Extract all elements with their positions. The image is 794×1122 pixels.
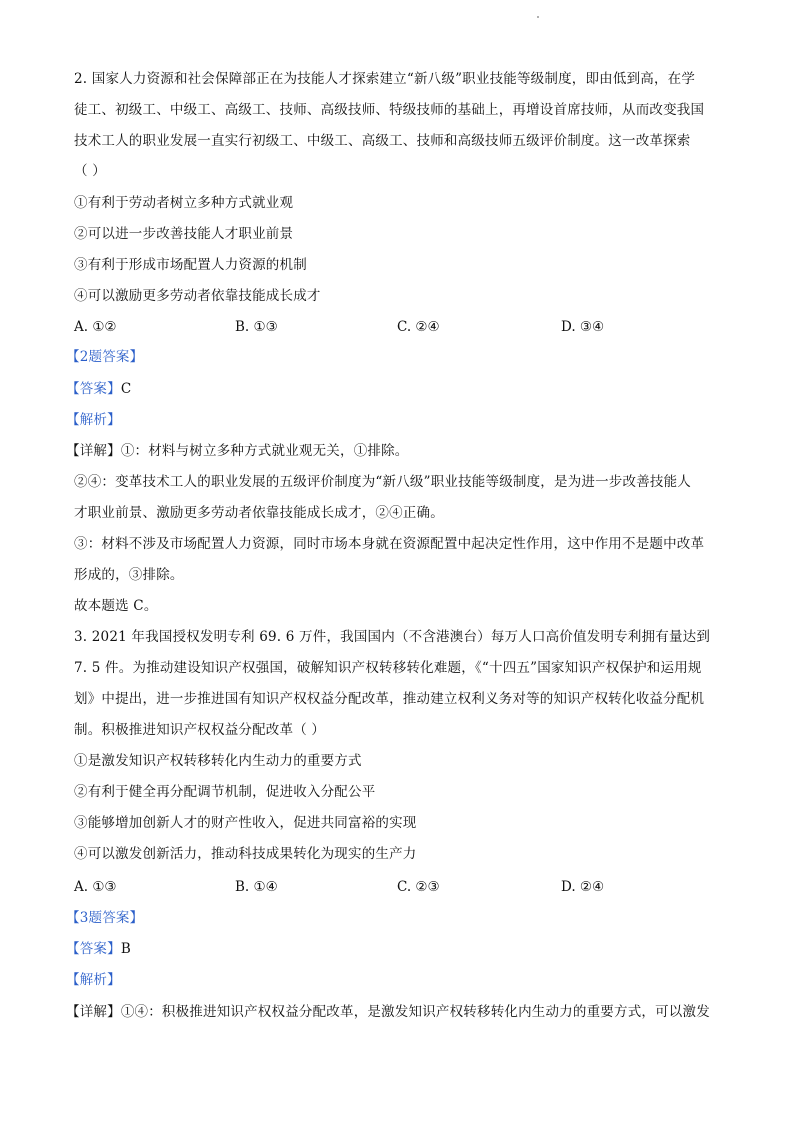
q3-statement-2: ②有利于健全再分配调节机制，促进收入分配公平 [74,784,376,800]
scan-dot [537,16,539,18]
q3-analysis-header: 【解析】 [66,972,121,988]
q3-option-d: D. ②④ [561,879,605,895]
q2-stem-line-2: 徒工、初级工、中级工、高级工、技师、高级技师、特级技师的基础上，再增设首席技师，从而改变我国 [74,102,705,118]
q3-statement-4: ④可以激发创新活力，推动科技成果转化为现实的生产力 [74,846,417,862]
q3-detail-1: ①④：积极推进知识产权权益分配改革，是激发知识产权转移转化内生动力的重要方式，可以激发 [120,1004,710,1020]
q3-detail-label: 【详解】 [66,1004,121,1020]
q2-statement-1: ①有利于劳动者树立多种方式就业观 [74,195,294,211]
q3-option-c: C. ②③ [397,879,440,895]
q2-statement-4: ④可以激励更多劳动者依靠技能成长成才 [74,288,321,304]
q2-answer-label: 【答案】 [66,381,121,397]
q2-option-a: A. ①② [74,319,117,335]
q2-analysis-header: 【解析】 [66,412,121,428]
q3-statement-3: ③能够增加创新人才的财产性收入，促进共同富裕的实现 [74,815,417,831]
q3-answer-label: 【答案】 [66,941,121,957]
q3-statement-1: ①是激发知识产权转移转化内生动力的重要方式 [74,753,362,769]
q2-detail-row-1 [66,442,409,460]
q2-option-c: C. ②④ [397,319,440,335]
q3-stem-line-3: 划》中提出，进一步推进国有知识产权权益分配改革，推动建立权利义务对等的知识产权转化收益分配机 [74,691,705,707]
q2-statement-2: ②可以进一步改善技能人才职业前景 [74,226,294,242]
q3-answer-header: 【3题答案】 [66,910,144,926]
q3-option-b: B. ①④ [235,879,278,895]
q3-stem-line-4: 制。积极推进知识产权权益分配改革（ ） [74,722,326,738]
q2-detail-3b: 形成的，③排除。 [74,567,184,583]
q2-detail-label: 【详解】 [66,443,121,459]
q2-statement-3: ③有利于形成市场配置人力资源的机制 [74,257,307,273]
q3-answer-value: B [120,941,131,957]
q2-stem-line-4: （ ） [74,163,106,179]
q2-answer-header: 【2题答案】 [66,349,144,365]
q2-detail-3a: ③：材料不涉及市场配置人力资源，同时市场本身就在资源配置中起决定性作用，这中作用不是题中改革 [74,536,705,552]
q2-option-b: B. ①③ [235,319,278,335]
q2-detail-2b: 才职业前景、激励更多劳动者依靠技能成长成才，②④正确。 [74,505,444,521]
q2-detail-2a: ②④：变革技术工人的职业发展的五级评价制度为“新八级”职业技能等级制度，是为进一步改善技能人 [74,474,692,490]
q2-conclusion: 故本题选 C。 [74,598,158,614]
q2-answer-value: C [120,381,132,397]
q3-detail-row-1 [66,1003,710,1021]
q2-answer-row [66,380,131,398]
q2-detail-1: ①：材料与树立多种方式就业观无关，①排除。 [120,443,409,459]
q3-stem-line-1: 3. 2021 年我国授权发明专利 69. 6 万件，我国国内（不含港澳台）每万人口高价值发明专利拥有量达到 [74,629,711,645]
q2-stem-line-1: 2. 国家人力资源和社会保障部正在为技能人才探索建立“新八级”职业技能等级制度，即由低到高，在学 [74,71,696,87]
q2-option-d: D. ③④ [561,319,605,335]
q3-stem-line-2: 7. 5 件。为推动建设知识产权强国，破解知识产权转移转化难题，《“十四五”国家知识产权保护和运用规 [74,660,702,676]
q3-option-a: A. ①③ [74,879,117,895]
q3-answer-row [66,940,131,958]
q2-stem-line-3: 技术工人的职业发展一直实行初级工、中级工、高级工、技师和高级技师五级评价制度。这一改革探索 [74,133,691,149]
